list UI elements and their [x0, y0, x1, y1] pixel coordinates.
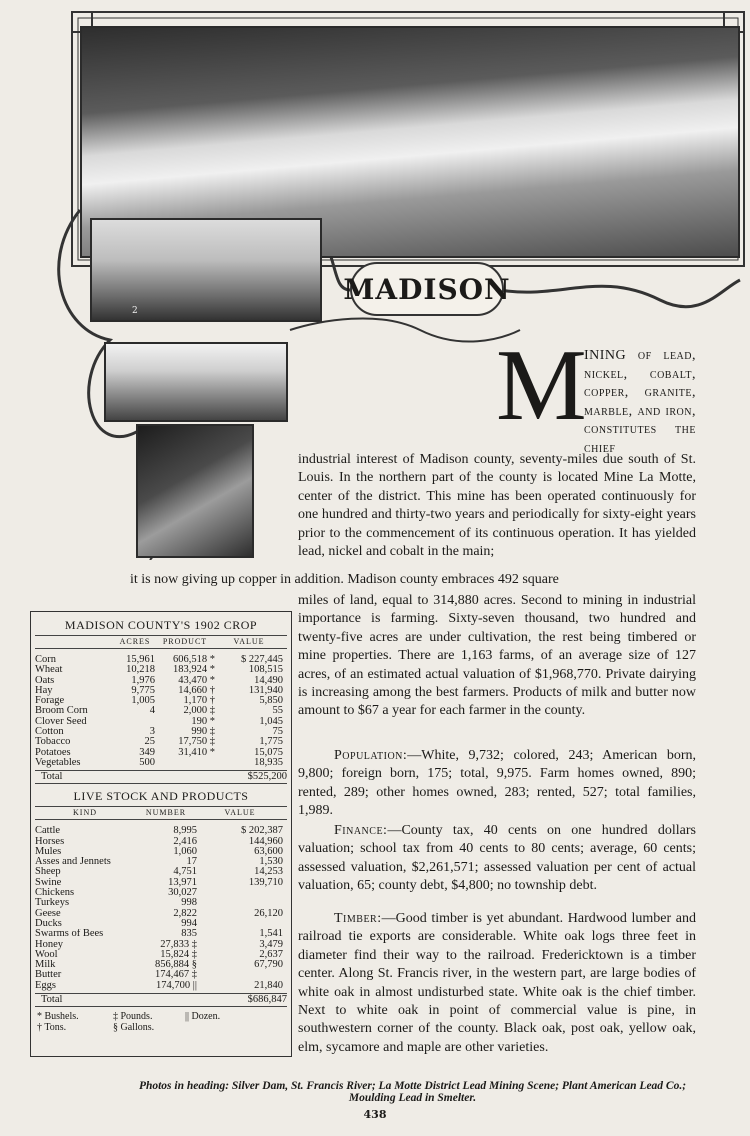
livestock-table-cell: $ 202,387 [241, 826, 283, 837]
crop-table-row [35, 706, 287, 716]
photo-number: 2 [132, 306, 138, 316]
livestock-table-cell: Swine [35, 877, 62, 888]
intro-wide-line [130, 571, 696, 589]
livestock-total-row [35, 993, 287, 1007]
livestock-table-cell: 994 [181, 918, 197, 929]
crop-table-cell: 2,000 ‡ [183, 706, 215, 717]
intro-rest-paragraph [298, 592, 696, 721]
crop-table-cell: 14,490 [254, 675, 283, 686]
livestock-header-value: VALUE [224, 808, 256, 818]
livestock-table-row [35, 826, 287, 836]
livestock-table-cell: 8,995 [173, 826, 197, 837]
livestock-table-cell: 67,790 [254, 960, 283, 971]
crop-table-cell: 183,924 * [173, 665, 215, 676]
crop-table-cell: 1,170 † [183, 696, 215, 707]
livestock-table-cell: 3,479 [259, 939, 283, 950]
crop-total-row [35, 770, 287, 784]
crop-table-row [35, 748, 287, 758]
crop-header-acres: ACRES [119, 637, 151, 646]
crop-table-row [35, 737, 287, 747]
crop-table-cell: Potatoes [35, 747, 71, 758]
crop-table-cell: 1,045 [259, 716, 283, 727]
livestock-table-row [35, 981, 287, 991]
livestock-table-cell: 15,824 ‡ [160, 949, 197, 960]
population-text: —White, 9,732; colored, 243; American born, 9,800; foreign born, 175; total, 9,975. Farm homes owned, 890; rented, 289; other homes owned, 283; rented, 527; total families, 1,989. [298, 748, 696, 819]
livestock-table-cell: 4,751 [173, 867, 197, 878]
livestock-table-cell: 14,253 [254, 867, 283, 878]
livestock-table-cell: Sheep [35, 867, 61, 878]
livestock-table-cell: Geese [35, 908, 61, 919]
livestock-table-row [35, 847, 287, 857]
livestock-table-header [35, 806, 287, 820]
crop-header-value: VALUE [233, 637, 265, 646]
livestock-table-cell: 998 [181, 898, 197, 909]
crop-table-cell: 990 ‡ [191, 727, 215, 738]
crop-table-row [35, 686, 287, 696]
livestock-table-cell: 139,710 [248, 877, 283, 888]
livestock-table-cell: Butter [35, 970, 62, 981]
livestock-header-number: NUMBER [145, 808, 187, 818]
crop-table-row [35, 727, 287, 737]
livestock-table-row [35, 837, 287, 847]
crop-table-cell: 4 [149, 706, 155, 717]
crop-table-cell: Oats [35, 675, 55, 686]
crop-table-cell: 108,515 [248, 665, 283, 676]
intro-lead-text: INING of lead, nickel, cobalt, copper, granite, marble, and iron, constitutes the chief [584, 348, 696, 456]
livestock-table-cell: 1,060 [173, 846, 197, 857]
crop-table-cell: Broom Corn [35, 706, 88, 717]
livestock-table-cell [197, 919, 283, 929]
livestock-table-cell: 63,600 [254, 846, 283, 857]
crop-table-cell: Tobacco [35, 737, 71, 748]
crop-table-cell: 25 [144, 737, 155, 748]
livestock-table-cell: 2,822 [173, 908, 197, 919]
livestock-table-row [35, 919, 287, 929]
livestock-table-cell: 21,840 [254, 980, 283, 991]
livestock-table-body [31, 826, 291, 991]
livestock-table-row [35, 878, 287, 888]
crop-table-cell: Hay [35, 685, 53, 696]
livestock-table-cell: 1,541 [259, 929, 283, 940]
livestock-table-row [35, 940, 287, 950]
livestock-table-cell: 835 [181, 929, 197, 940]
crop-table-row [35, 696, 287, 706]
livestock-table-cell: 26,120 [254, 908, 283, 919]
livestock-table-row [35, 950, 287, 960]
intro-body-text: industrial interest of Madison county, seventy-miles due south of St. Louis. In the northern part of the county is located Mine La Motte, center of the district. This mine has been operated continuously for one hundred and thirty-two years and periodically for sixty-eight years prior to the commencement of its continuous operation. It has yielded lead, nickel and cobalt in the main; [298, 452, 696, 560]
crop-table-cell: Vegetables [35, 757, 81, 768]
livestock-table-cell: 13,971 [168, 877, 197, 888]
photo-plant-american-lead [104, 342, 288, 422]
livestock-total-value: $686,847 [247, 994, 287, 1006]
livestock-table-cell: Honey [35, 939, 63, 950]
footnotes [37, 1011, 285, 1033]
crop-table-cell: 14,660 † [178, 685, 215, 696]
livestock-table-cell [197, 898, 283, 908]
crop-table-cell [115, 717, 155, 727]
crop-table-cell: 18,935 [254, 757, 283, 768]
livestock-table-cell: Mules [35, 846, 62, 857]
crop-table-cell: 1,775 [259, 737, 283, 748]
timber-heading: Timber: [334, 911, 382, 926]
footnote-bushels: * Bushels. [37, 1011, 79, 1023]
livestock-table-cell: 144,960 [248, 836, 283, 847]
intro-rest-text: miles of land, equal to 314,880 acres. Second to mining in industrial importance is farming. Sixty-seven thousand, two hundred and twenty-five acres are under cultivation, the rest being timbered or mine properties. There are 1,163 farms, of an average size of 127 acres, of an estimated actual valuation of $1,968,770. Private dairying is increasing among the best farmers. Products of milk and butter now amount to $67 a year for each farmer in the county. [298, 593, 696, 719]
livestock-table-cell [197, 888, 283, 898]
drop-cap: M [496, 329, 587, 442]
crop-table-cell: 15,075 [254, 747, 283, 758]
crop-table-cell: 43,470 * [178, 675, 215, 686]
crop-table-cell: 10,218 [126, 665, 155, 676]
livestock-table-row [35, 970, 287, 980]
livestock-table-cell: Horses [35, 836, 65, 847]
timber-text: —Good timber is yet abundant. Hardwood lumber and railroad tie exports are considerable. White oak logs three feet in diameter find their way to the railroad. Fredericktown is a timber center. Along St. Francis river, in the western part, are large bodies of white oak in almost undisturbed state. White oak is the chief timber. Next to white oak in point of commercial value is pine, in southwestern corner of the county. Black oak, post oak, yellow oak, elm, sycamore and maple are other varieties. [298, 911, 696, 1055]
footnote-gallons: § Gallons. [113, 1022, 155, 1034]
crop-table-title: MADISON COUNTY'S 1902 CROP [64, 618, 258, 632]
crop-livestock-tables [30, 611, 292, 1057]
crop-table-row [35, 717, 287, 727]
crop-table-cell: 1,005 [131, 696, 155, 707]
crop-table-cell: Corn [35, 655, 56, 665]
page-number: 438 [363, 1108, 387, 1121]
finance-text: —County tax, 40 cents on one hundred dollars valuation; school tax from 40 cents to 80 cents; average, 60 cents; assessed valuation, $2,261,571; assessed valuation per cent of actual valuation, 65; county debt, $4,800; no township debt. [298, 823, 696, 894]
livestock-table-row [35, 888, 287, 898]
crop-table-cell: 31,410 * [178, 747, 215, 758]
page-title: MADISON [350, 262, 504, 316]
livestock-table-row [35, 960, 287, 970]
crop-table-cell: $ 227,445 [241, 655, 283, 665]
crop-table-row [35, 665, 287, 675]
crop-table-cell: Forage [35, 696, 65, 707]
crop-total-label: Total [41, 771, 63, 783]
livestock-table-row [35, 867, 287, 877]
population-paragraph [298, 747, 696, 821]
finance-paragraph [298, 822, 696, 896]
livestock-table-cell: Swarms of Bees [35, 929, 104, 940]
livestock-table-cell: 856,884 § [155, 960, 197, 971]
livestock-table-cell: Turkeys [35, 898, 70, 909]
crop-table-cell: Cotton [35, 727, 64, 738]
crop-table-cell: 5,850 [259, 696, 283, 707]
crop-table-row [35, 758, 287, 768]
crop-table-cell: Wheat [35, 665, 63, 676]
intro-wide-text: it is now giving up copper in addition. Madison county embraces 492 square [130, 572, 559, 587]
livestock-table-cell: 1,530 [259, 857, 283, 868]
crop-total-value: $525,200 [247, 771, 287, 783]
crop-table-cell: 9,775 [131, 685, 155, 696]
crop-header-product: PRODUCT [162, 637, 208, 646]
crop-header-kind [35, 636, 115, 648]
intro-body-paragraph [298, 451, 696, 561]
photo-moulding-lead-smelter [136, 424, 254, 558]
livestock-table-cell: 2,416 [173, 836, 197, 847]
livestock-header-kind: KIND [73, 808, 97, 818]
livestock-table-cell: 174,700 || [156, 980, 197, 991]
livestock-table-cell: 27,833 ‡ [160, 939, 197, 950]
crop-table-row [35, 655, 287, 665]
crop-table-row [35, 676, 287, 686]
livestock-table-cell [197, 970, 283, 980]
population-heading: Population: [334, 748, 408, 763]
finance-heading: Finance: [334, 823, 388, 838]
crop-table-cell: 17,750 ‡ [178, 737, 215, 748]
crop-table-body [31, 655, 291, 768]
crop-table-cell: 606,518 * [173, 655, 215, 665]
livestock-total-label: Total [41, 994, 63, 1006]
crop-table-cell: 131,940 [248, 685, 283, 696]
livestock-table-row [35, 909, 287, 919]
crop-table-cell: Clover Seed [35, 716, 87, 727]
livestock-table-cell: 30,027 [168, 888, 197, 899]
photo-lead-mining-scene [90, 218, 322, 322]
livestock-table-cell: Cattle [35, 826, 61, 837]
crop-table-cell: 15,961 [126, 655, 155, 665]
livestock-table-cell: Wool [35, 949, 58, 960]
timber-paragraph [298, 910, 696, 1057]
crop-table-cell: 500 [139, 757, 155, 768]
crop-table-cell: 349 [139, 747, 155, 758]
footnote-tons: † Tons. [37, 1022, 67, 1034]
livestock-table-cell: 17 [186, 857, 197, 868]
intro-lead-paragraph [584, 347, 696, 458]
crop-table-cell: 1,976 [131, 675, 155, 686]
crop-table-header [35, 635, 287, 649]
crop-table-cell: 75 [272, 727, 283, 738]
crop-table-cell: 55 [272, 706, 283, 717]
livestock-table-cell: Milk [35, 960, 56, 971]
footnote-dozen: || Dozen. [185, 1011, 221, 1023]
livestock-table-cell: Eggs [35, 980, 56, 991]
livestock-table-cell: Ducks [35, 918, 62, 929]
crop-table-cell: 190 * [191, 716, 215, 727]
footnote-pounds: ‡ Pounds. [113, 1011, 153, 1023]
livestock-table-cell: Asses and Jennets [35, 857, 111, 868]
livestock-table-row [35, 857, 287, 867]
livestock-table-cell: 2,637 [259, 949, 283, 960]
livestock-table-cell: 174,467 ‡ [155, 970, 197, 981]
crop-table-cell: 3 [149, 727, 155, 738]
livestock-table-title: LIVE STOCK AND PRODUCTS [73, 789, 249, 804]
livestock-table-row [35, 929, 287, 939]
livestock-table-row [35, 898, 287, 908]
livestock-table-cell: Chickens [35, 888, 75, 899]
photo-caption: Photos in heading: Silver Dam, St. Francis River; La Motte District Lead Mining Scene; Plant American Lead Co.; Moulding Lead in Smelter. [138, 1080, 687, 1104]
crop-table-cell [155, 758, 215, 768]
